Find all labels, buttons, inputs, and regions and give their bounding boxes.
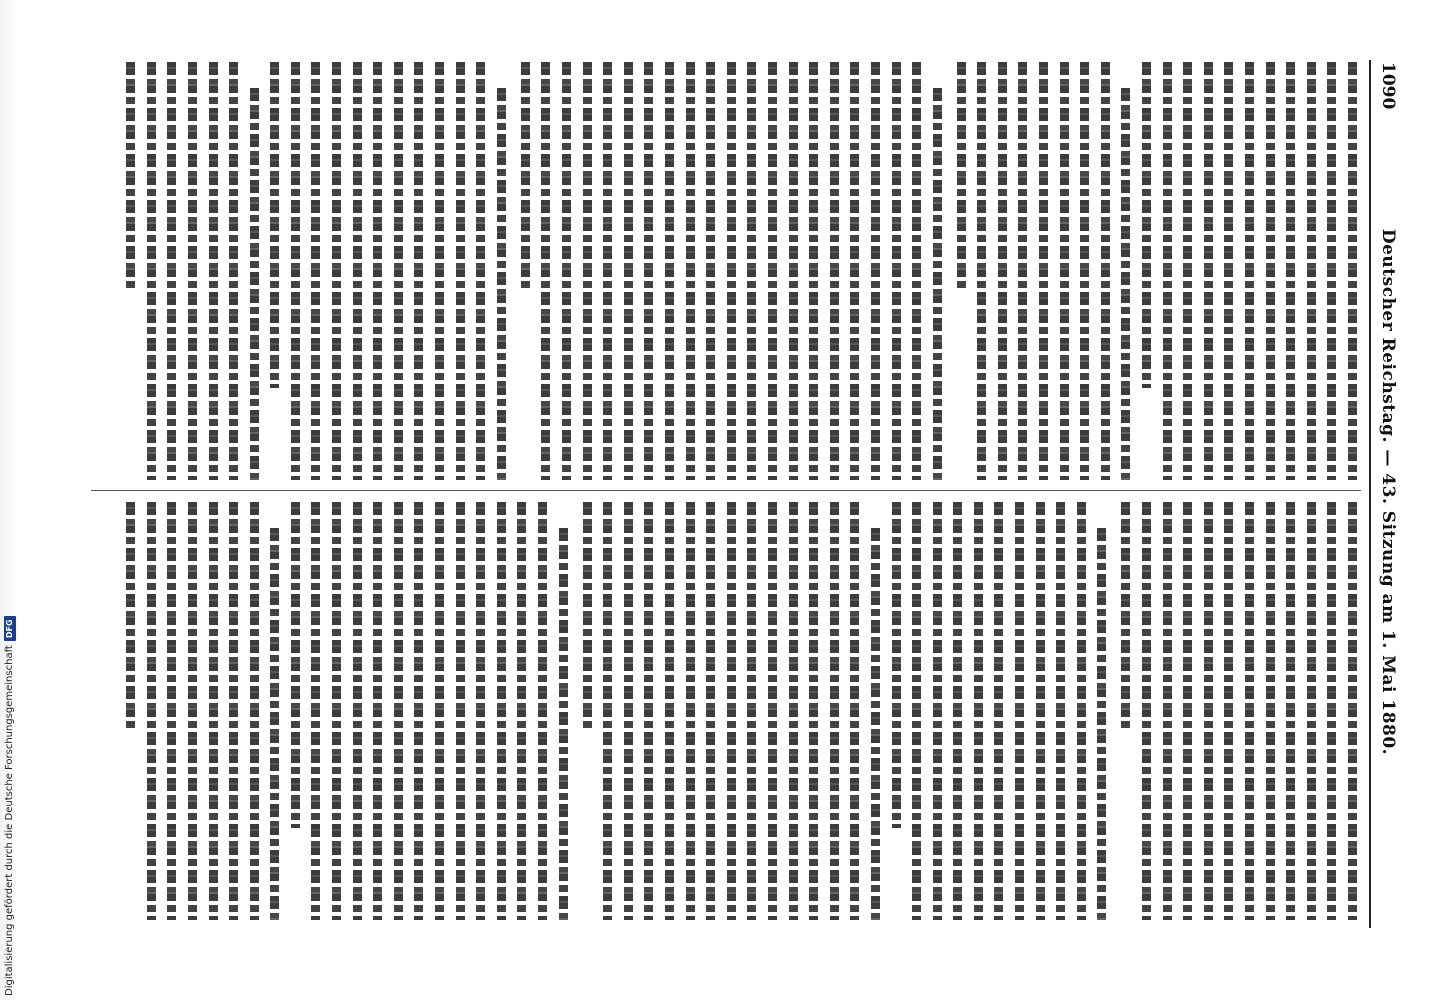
text-line [868, 528, 884, 920]
text-line [1012, 502, 1028, 920]
text-line [1180, 62, 1196, 480]
text-line [744, 62, 760, 480]
text-line [600, 502, 616, 920]
text-line [954, 62, 970, 292]
text-line [1263, 62, 1279, 480]
text-line [1036, 62, 1052, 480]
text-line [329, 502, 345, 920]
text-line [889, 502, 905, 828]
text-line [1160, 502, 1176, 920]
text-line [724, 62, 740, 480]
text-line [494, 502, 510, 920]
text-line [1345, 502, 1361, 920]
header-rule [1369, 60, 1371, 928]
text-line [518, 62, 534, 292]
text-line [765, 502, 781, 920]
running-head [1375, 62, 1401, 922]
text-line [683, 62, 699, 480]
text-line [1283, 502, 1299, 920]
text-line [206, 502, 222, 920]
text-line [288, 62, 304, 480]
text-line [971, 502, 987, 920]
text-line [370, 502, 386, 920]
column-divider [91, 490, 1361, 491]
text-line [453, 62, 469, 480]
text-line [580, 502, 596, 732]
text-line [556, 528, 572, 920]
text-line [765, 62, 781, 480]
text-line [930, 502, 946, 920]
text-line [703, 502, 719, 920]
text-line [786, 62, 802, 480]
text-line [144, 62, 160, 480]
document-page [75, 40, 1405, 940]
text-line [411, 62, 427, 480]
text-line [1053, 502, 1069, 920]
text-line [827, 62, 843, 480]
text-line [847, 502, 863, 920]
text-line [621, 62, 637, 480]
text-line [185, 502, 201, 920]
text-line [703, 62, 719, 480]
text-line [1180, 502, 1196, 920]
text-line [806, 502, 822, 920]
text-column-right [91, 502, 1361, 920]
text-line [164, 502, 180, 920]
text-line [1221, 62, 1237, 480]
text-line [1242, 502, 1258, 920]
text-line [1324, 62, 1340, 480]
running-head-title: Deutscher Reichstag. — 43. Sitzung am 1. Mai 1880. [1378, 228, 1398, 756]
digitization-credit [3, 616, 17, 996]
text-line [185, 62, 201, 480]
text-line [559, 62, 575, 480]
dfg-logo: DFG [4, 616, 16, 641]
text-line [1160, 62, 1176, 480]
text-line [1242, 62, 1258, 480]
text-line [950, 502, 966, 920]
text-line [1118, 88, 1134, 480]
text-line [350, 502, 366, 920]
text-line [309, 62, 325, 480]
text-line [662, 502, 678, 920]
text-column-left [91, 62, 1361, 480]
text-line [329, 62, 345, 480]
text-line [683, 502, 699, 920]
text-line [411, 502, 427, 920]
text-line [453, 502, 469, 920]
text-line [206, 62, 222, 480]
text-line [538, 62, 554, 480]
text-line [786, 502, 802, 920]
text-line [123, 62, 139, 292]
text-line [868, 62, 884, 480]
text-line [930, 88, 946, 480]
text-line [580, 62, 596, 480]
text-line [267, 528, 283, 920]
text-line [1139, 62, 1155, 388]
text-line [267, 62, 283, 388]
text-line [827, 502, 843, 920]
text-line [514, 502, 530, 920]
text-line [370, 62, 386, 480]
text-line [641, 502, 657, 920]
text-line [1304, 502, 1320, 920]
text-line [164, 62, 180, 480]
text-line [432, 502, 448, 920]
text-line [806, 62, 822, 480]
text-line [123, 502, 139, 732]
text-line [662, 62, 678, 480]
text-line [641, 62, 657, 480]
text-line [995, 62, 1011, 480]
text-line [1118, 502, 1134, 732]
text-line [247, 502, 263, 920]
text-line [1094, 528, 1110, 920]
text-line [1221, 502, 1237, 920]
text-line [744, 502, 760, 920]
text-line [391, 62, 407, 480]
text-line [974, 62, 990, 480]
text-line [847, 62, 863, 480]
text-line [1033, 502, 1049, 920]
text-line [1016, 62, 1032, 480]
text-line [909, 502, 925, 920]
text-line [1098, 62, 1114, 480]
text-line [226, 502, 242, 920]
text-line [1263, 502, 1279, 920]
text-line [494, 88, 510, 480]
page-number: 1090 [1378, 62, 1398, 110]
credit-text: Digitalisierung gefördert durch die Deutsche Forschungsgemeinschaft [4, 645, 15, 996]
text-line [288, 502, 304, 828]
text-line [144, 502, 160, 920]
text-line [473, 62, 489, 480]
text-line [432, 62, 448, 480]
text-line [535, 502, 551, 920]
text-line [247, 88, 263, 480]
text-line [1345, 62, 1361, 480]
text-line [909, 62, 925, 480]
text-line [1304, 62, 1320, 480]
text-line [1057, 62, 1073, 480]
text-line [309, 502, 325, 920]
text-line [1324, 502, 1340, 920]
text-line [391, 502, 407, 920]
text-line [889, 62, 905, 480]
text-line [600, 62, 616, 480]
text-line [992, 502, 1008, 920]
text-line [226, 62, 242, 480]
text-line [724, 502, 740, 920]
text-line [1201, 62, 1217, 480]
text-line [1201, 502, 1217, 920]
text-line [1077, 62, 1093, 480]
text-line [473, 502, 489, 920]
text-line [1283, 62, 1299, 480]
text-line [1139, 502, 1155, 920]
text-line [621, 502, 637, 920]
text-line [1074, 502, 1090, 920]
text-line [350, 62, 366, 480]
